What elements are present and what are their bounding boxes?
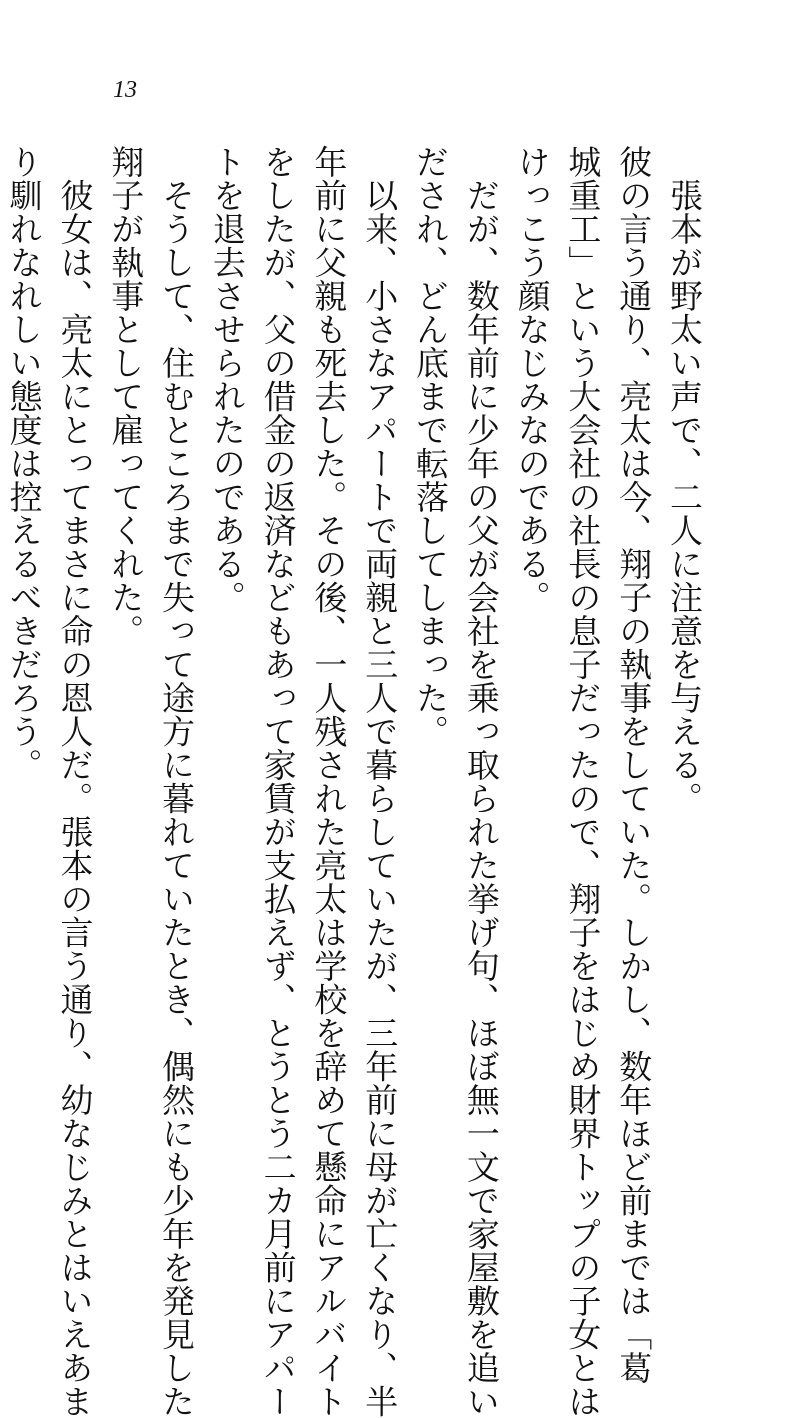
- text-line: 張本が野太い声で、二人に注意を与える。: [665, 145, 704, 815]
- text-line: 彼女は、亮太にとってまさに命の恩人だ。張本の言う通り、幼なじみとはいえあま: [55, 145, 95, 1418]
- text-line: 年前に父親も死去した。その後、一人残された亮太は学校を辞めて懸命にアルバイト: [309, 145, 349, 1418]
- text-line: り馴れなれしい態度は控えるべきだろう。: [4, 145, 44, 782]
- text-line: 翔子が執事として雇ってくれた。: [106, 145, 146, 648]
- text-line: 彼の言う通り、亮太は今、翔子の執事をしていた。しかし、数年ほど前までは「葛: [614, 145, 654, 1385]
- text-line: をしたが、父の借金の返済などもあって家賃が支払えず、とうとう二カ月前にアパー: [258, 145, 298, 1418]
- text-line: 城重工」という大会社の社長の息子だったので、翔子をはじめ財界トップの子女とは: [563, 145, 603, 1418]
- text-line: そうして、住むところまで失って途方に暮れていたとき、偶然にも少年を発見した: [157, 145, 197, 1418]
- text-line: 以来、小さなアパートで両親と三人で暮らしていたが、三年前に母が亡くなり、半: [360, 145, 400, 1418]
- text-line: けっこう顔なじみなのである。: [512, 145, 552, 614]
- page-number: 13: [113, 77, 137, 103]
- text-line: だが、数年前に少年の父が会社を乗っ取られた挙げ句、ほぼ無一文で家屋敷を追い: [461, 145, 501, 1418]
- body-text: [0, 145, 709, 1418]
- text-line: だされ、どん底まで転落してしまった。: [411, 145, 451, 748]
- text-line: トを退去させられたのである。: [207, 145, 247, 614]
